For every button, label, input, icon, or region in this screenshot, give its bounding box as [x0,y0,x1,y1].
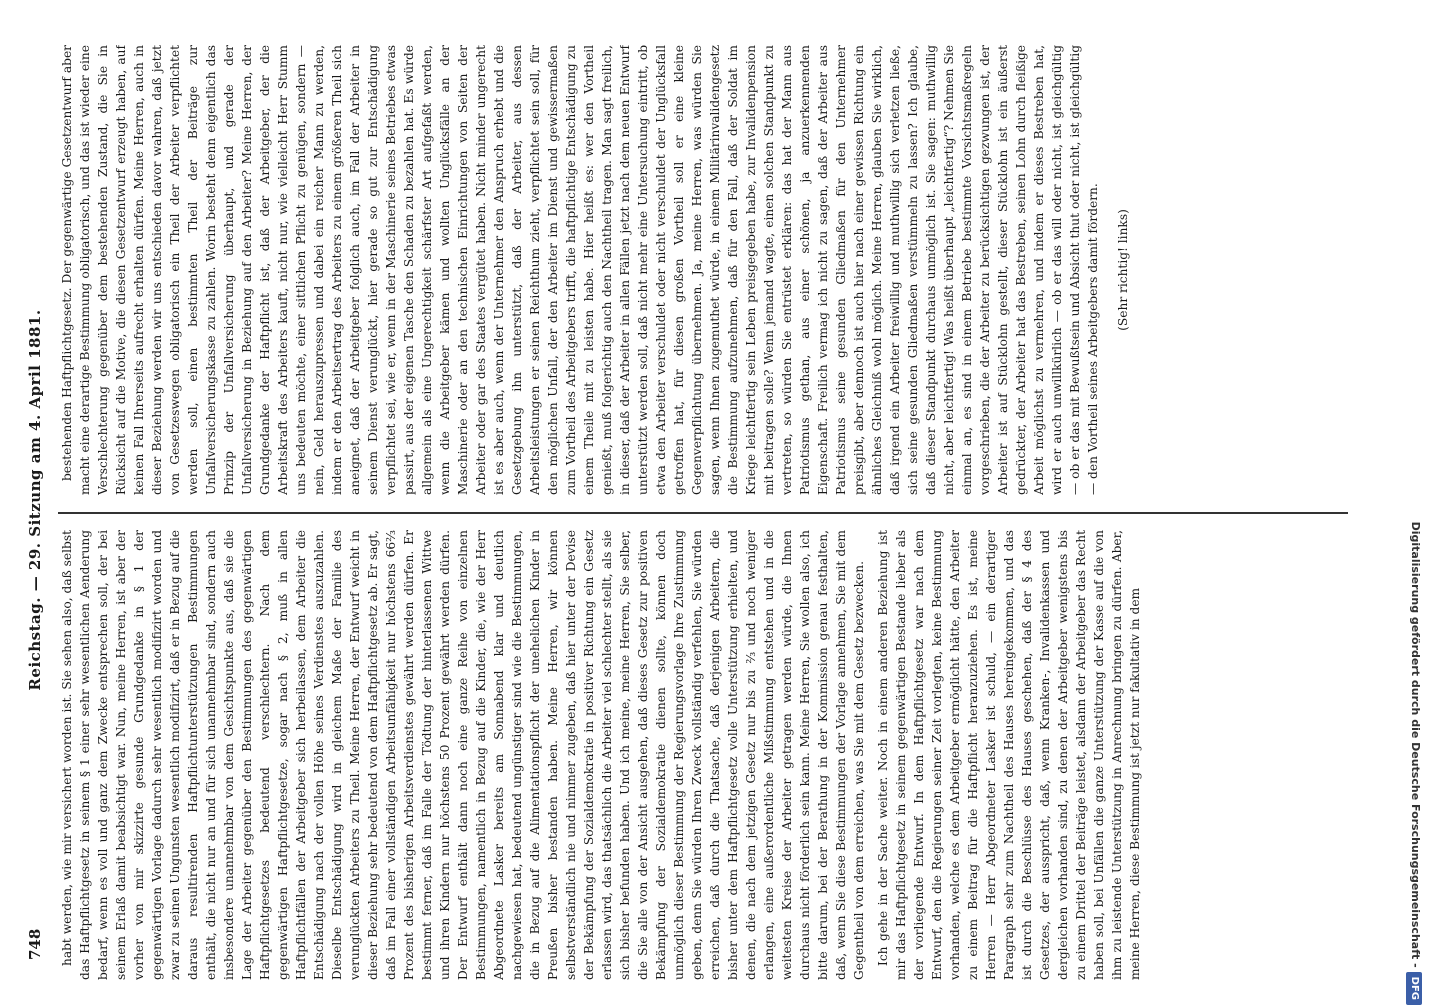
column-divider [58,513,1348,515]
left-paragraph-1: habt werden, wie mir versichert worden ist. Sie sehen also, daß selbst das Haftpflichtgesetz in seinem § 1 einer sehr wesentlichen Aenderung bedarf, wenn es voll und ganz dem Zwecke entsprechen soll, der bei seinem Erlaß damit beabsichtigt war. Nun, meine Herren, ist aber der vorher von mir skizzirte gesunde Grundgedanke in § 1 der gegenwärtigen Vorlage dadurch sehr wesentlich modifizirt worden und zwar zu seinen Ungunsten wesentlich modifizirt, daß er in Bezug auf die daraus resultirenden Haftpflichtunterstützungen Bestimmungen enthält, die nicht nur an und für sich unannehmbar sind, sondern auch insbesondere unannehmbar von dem Gesichtspunkte aus, daß sie die Lage der Arbeiter gegenüber den Bestimmungen des gegenwärtigen Haftpflichtgesetzes bedeutend verschlechtern. Nach dem gegenwärtigen Haftpflichtgesetze, sogar nach § 2, muß in allen Haftpflichtfällen der Arbeitgeber sich herbeilassen, dem Arbeiter die Entschädigung nach der vollen Höhe seines Verdienstes auszuzahlen. Dieselbe Entschädigung wird in gleichem Maße der Familie des verunglückten Arbeiters zu Theil. Meine Herren, der Entwurf weicht in dieser Beziehung sehr bedeutend von dem Haftpflichtgesetz ab. Er sagt, daß im Fall einer vollständigen Arbeitsunfähigkeit nur höchstens 66⅔ Prozent des bisherigen Arbeitsverdienstes gewährt werden dürfen. Er bestimmt ferner, daß im Falle der Tödtung der hinterlassenen Wittwe und ihren Kindern nur höchstens 50 Prozent gewährt werden dürfen. Der Entwurf enthält dann noch eine ganze Reihe von einzelnen Bestimmungen, namentlich in Bezug auf die Kinder, die, wie der Herr Abgeordnete Lasker bereits am Sonnabend klar und deutlich nachgewiesen hat, bedeutend ungünstiger sind wie die Bestimmungen, die in Bezug auf die Alimentationspflicht der unehelichen Kinder in Preußen bisher bestanden haben. Meine Herren, wir können selbstverständlich nie und nimmer zugeben, daß hier unter der Devise der Bekämpfung der Sozialdemokratie in positiver Richtung ein Gesetz erlassen wird, das thatsächlich die Arbeiter viel schlechter stellt, als sie sich bisher befunden haben. Und ich meine, meine Herren, Sie selber, die Sie alle von der Ansicht ausgehen, daß dieses Gesetz zur positiven Bekämpfung der Sozialdemokratie dienen sollte, können doch unmöglich dieser Bestimmung der Regierungsvorlage Ihre Zustimmung geben, denn Sie würden Ihren Zweck vollständig verfehlen, Sie würden erreichen, daß durch die Thatsache, daß derjenigen Arbeitern, die bisher unter dem Haftpflichtgesetz volle Unterstützung erhielten, und denen, die nach dem jetzigen Gesetz nur bis zu ⅔ und noch weniger erlangen, eine außerordentliche Mißstimmung entstehen und in die weitesten Kreise der Arbeiter getragen werden würde, die Ihnen durchaus nicht förderlich sein kann. Meine Herren, Sie wollen also, ich bitte darum, bei der Berathung in der Kommission genau festhalten, daß, wenn Sie diese Bestimmungen der Vorlage annehmen, Sie mit dem Gegentheil von dem erreichen, was Sie mit dem Gesetz bezwecken. [60,530,866,980]
attribution-text: Digitalisierung gefördert durch die Deutsche Forschungsgemeinschaft - [1409,521,1422,968]
right-column [58,45,1378,495]
applause-note: (Sehr richtig! links) [1116,209,1130,331]
left-paragraph-2: Ich gehe in der Sache weiter. Noch in einem anderen Beziehung ist mir das Haftpflichtgesetz in seinem gegenwärtigen Bestande lieber als der vorliegende Entwurf. In dem Haftpflichtgesetz war nach dem Entwurf, den die Regierungen seiner Zeit vorlegten, keine Bestimmung vorhanden, welche es dem Arbeitgeber ermöglicht hätte, den Arbeiter zu einem Beitrag für die Haftpflicht heranzuziehen. Es ist, meine Herren — Herr Abgeordneter Lasker ist schuld, — ein derartiger Paragraph sehr zum Nachtheil des Hauses hereingekommen, und das ist durch die Beschlüsse des Hauses geschehen, daß der § 4 des Gesetzes, der ausspricht, daß, wenn Kranken-, Invalidenkassen und dergleichen vorhanden sind, zu denen der Arbeitgeber wenigstens bis zu einem Drittel der Beiträge leistet, alsdann der Arbeitgeber das Recht haben soll, bei Unfällen die ganze Unterstützung der Kasse auf die von ihm zu leistende Unterstützung in Anrechnung bringen zu dürfen. Aber, meine Herren, diese Bestimmung ist jetzt nur fakultativ in dem [876,530,1142,980]
page-number: 748 [26,928,44,960]
page-header [22,40,50,960]
digitization-attribution [1400,5,1430,1005]
left-column [58,530,1378,980]
dfg-logo: DFG [1406,972,1422,1005]
running-head: Reichstag. — 29. Sitzung am 4. April 1881. [26,309,44,691]
right-paragraph-1: bestehenden Haftpflichtgesetz. Der gegenwärtige Gesetzentwurf aber macht eine derartige Bestimmung obligatorisch, und das ist wieder eine Verschlechterung gegenüber dem bestehenden Zustand, die Sie in Rücksicht auf die Motive, die diesen Gesetzentwurf erzeugt haben, auf keinen Fall Ihrerseits aufrecht erhalten dürfen. Meine Herren, auch in dieser Beziehung werden wir uns entschieden davor wahren, daß jetzt von Gesetzeswegen obligatorisch ein Theil der Arbeiter verpflichtet werden soll, einen bestimmten Theil der Beiträge zur Unfallversicherungskasse zu zahlen. Worin besteht denn eigentlich das Prinzip der Unfallversicherung überhaupt, und gerade der Unfallversicherung in Beziehung auf den Arbeiter? Meine Herren, der Grundgedanke der Haftpflicht ist, daß der Arbeitgeber, der die Arbeitskraft des Arbeiters kauft, nicht nur, wie vielleicht Herr Stumm uns bedeuten möchte, einer sittlichen Pflicht zu genügen, sondern — nein, Geld herauszupressen und dabei ein reicher Mann zu werden, indem er den Arbeitsertrag des Arbeiters zu einem größeren Theil sich aneignet, daß der Arbeitgeber folglich auch, im Fall der Arbeiter in seinem Dienst verunglückt, hier gerade so gut zur Entschädigung verpflichtet sei, wie er, wenn in der Maschinerie seines Betriebes etwas passirt, aus der eigenen Tasche den Schaden zu bezahlen hat. Es würde allgemein als eine Ungerechtigkeit schärfster Art aufgefaßt werden, wenn die Arbeitgeber kämen und wollten Unglücksfälle an der Maschinerie oder an den technischen Einrichtungen von Seiten der Arbeiter oder gar des Staates vergütet haben. Nicht minder ungerecht ist es aber auch, wenn der Unternehmer den Anspruch erhebt und die Gesetzgebung ihn unterstützt, daß der Arbeiter, aus dessen Arbeitsleistungen er seinen Reichthum zieht, verpflichtet sein soll, für den möglichen Unfall, der den Arbeiter im Dienst und gewissermaßen zum Vortheil des Arbeitgebers trifft, die haftpflichtige Entschädigung zu einem Theile mit zu leisten habe. Hier heißt es: wer den Vortheil genießt, muß folgerichtig auch den Nachtheil tragen. Man sagt freilich, in dieser, daß der Arbeiter in allen Fällen jetzt nach dem neuen Entwurf unterstützt werden soll, daß nicht mehr eine Untersuchung eintritt, ob etwa den Arbeiter verschuldet oder nicht verschuldet der Unglücksfall getroffen hat, für diesen großen Vortheil soll er eine kleine Gegenverpflichtung übernehmen. Ja, meine Herren, was würden Sie sagen, wenn Ihnen zugemuthet würde, in einem Militärinvalidengesetz die Bestimmung aufzunehmen, daß für den Fall, daß der Soldat im Kriege leichtfertig sein Leben preisgegeben habe, zur Invalidenpension mit beitragen solle? Wenn jemand wagte, einen solchen Standpunkt zu vertreten, so würden Sie entrüstet erklären: das hat der Mann aus Patriotismus gethan, aus einer schönen, ja anzuerkennenden Eigenschaft. Freilich vermag ich nicht zu sagen, daß der Arbeiter aus Patriotismus seine gesunden Gliedmaßen für den Unternehmer preisgibt, aber dennoch ist auch hier nach einer gewissen Richtung ein ähnliches Gleichniß wohl möglich. Meine Herren, glauben Sie wirklich, daß irgend ein Arbeiter freiwillig und muthwillig sich verletzen ließe, sich seine gesunden Gliedmaßen verstümmeln zu lassen? Ich glaube, daß dieser Standpunkt durchaus unmöglich ist. Sie sagen: muthwillig nicht, aber leichtfertig! Was heißt überhaupt „leichtfertig“? Nehmen Sie einmal an, es sind in einem Betriebe bestimmte Vorsichtsmaßregeln vorgeschrieben, die der Arbeiter zu berücksichtigen gezwungen ist, der Arbeiter ist auf Stücklohn gestellt, dieser Stücklohn ist ein äußerst gedrückter, der Arbeiter hat das Bestreben, seinen Lohn durch fleißige Arbeit möglichst zu vermehren, und indem er dieses Bestreben hat, wird er auch unwillkürlich — ob er das will oder nicht, ist gleichgültig — ob er das mit Bewußtsein und Absicht thut oder nicht, ist gleichgültig — den Vortheil seines Arbeitgebers damit fördern. [60,45,1100,495]
